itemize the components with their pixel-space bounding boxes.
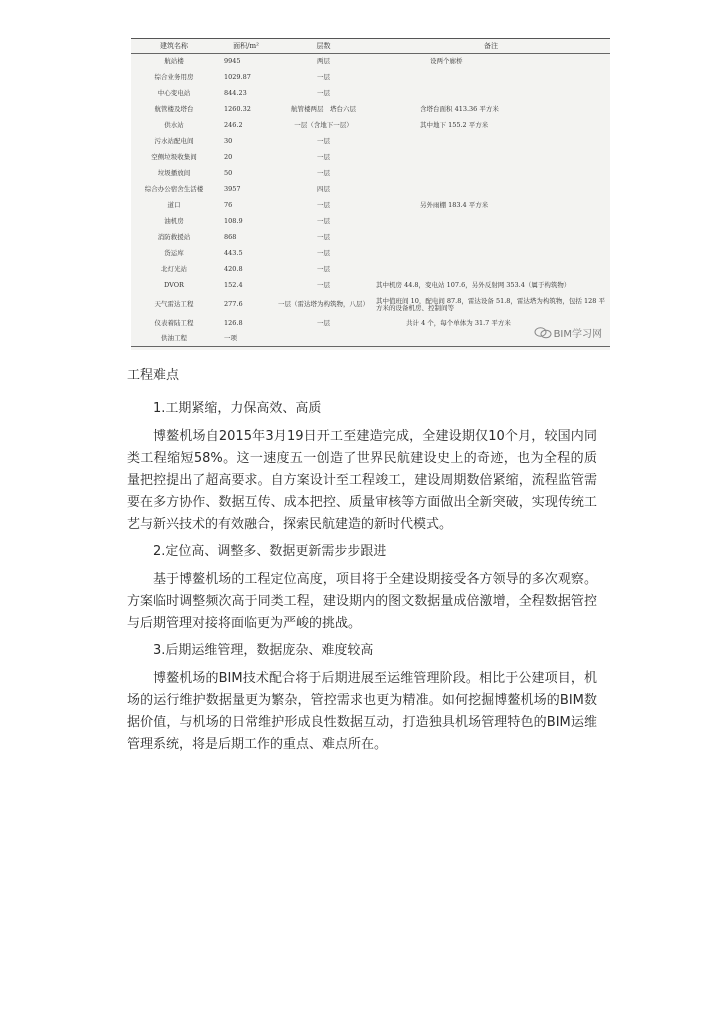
cell-area: 3957	[224, 185, 241, 194]
cell-area: 277.6	[224, 300, 243, 309]
cell-note: 设两个廊桥	[430, 57, 463, 66]
chat-bubble-icon	[534, 327, 552, 339]
cell-floors: 航管楼两层 塔台六层	[291, 105, 356, 114]
table-row	[131, 102, 610, 118]
cell-area: 868	[224, 233, 237, 242]
cell-name: 航管楼及塔台	[154, 105, 194, 114]
cell-floors: 一层	[317, 89, 330, 98]
cell-area: 246.2	[224, 121, 243, 130]
section-heading: 1.工期紧缩，力保高效、高质	[153, 401, 322, 416]
cell-note	[372, 70, 610, 86]
header-name: 建筑名称	[131, 39, 217, 54]
table-row	[131, 182, 610, 198]
table-row	[131, 230, 610, 246]
header-floors: 层数	[275, 39, 372, 54]
cell-note: 共计 4 个，每个单体为 31.7 平方米	[406, 319, 511, 328]
cell-name: 供油工程	[131, 332, 217, 347]
cell-floors: 一层（含地下一层）	[294, 121, 353, 130]
cell-note: 其中地下 155.2 平方米	[420, 121, 489, 130]
table-row	[131, 166, 610, 182]
cell-name: 污水站配电间	[154, 137, 194, 146]
cell-name: 道口	[167, 201, 181, 210]
cell-area: 152.4	[224, 281, 243, 290]
cell-floors: 一层	[317, 319, 330, 328]
cell-area: 76	[224, 201, 233, 210]
section-paragraph: 博鳌机场的BIM技术配合将于后期进展至运维管理阶段。相比于公建项目，机场的运行维护数据量更为繁杂，管控需求也更为精准。如何挖掘博鳌机场的BIM数据价值，与机场的日常维护形成良性数据互动，打造独具机场管理特色的BIM运维管理系统，将是后期工作的重点、难点所在。	[127, 671, 597, 752]
table-header-row	[131, 39, 610, 54]
cell-note: 其中机房 44.8，变电站 107.6，另外反射网 353.4（属于构筑物）	[376, 281, 571, 290]
table-row	[131, 150, 610, 166]
cell-name: 油机房	[164, 217, 184, 226]
cell-floors: 一层	[317, 201, 330, 210]
cell-area: 108.9	[224, 217, 243, 226]
cell-name: 航站楼	[164, 57, 184, 66]
cell-name: 综合办公宿舍生活楼	[144, 185, 204, 194]
cell-floors: 四层	[317, 185, 330, 194]
cell-name: 天气雷达工程	[154, 300, 194, 309]
cell-area: 一项	[217, 332, 275, 347]
header-note: 备注	[372, 39, 610, 54]
cell-area: 844.23	[224, 89, 247, 98]
section-heading: 2.定位高、调整多、数据更新需步步跟进	[153, 544, 387, 559]
cell-name: 消防救援站	[157, 233, 191, 242]
cell-floors: 一层	[317, 153, 330, 162]
cell-name: 货运库	[164, 249, 184, 258]
table-row	[131, 246, 610, 262]
section-title: 工程难点	[127, 368, 180, 383]
cell-area: 30	[224, 137, 233, 146]
cell-note	[372, 246, 610, 262]
cell-note	[372, 150, 610, 166]
cell-note	[372, 134, 610, 150]
table-row	[131, 198, 610, 214]
section-heading: 3.后期运维管理，数据庞杂、难度较高	[153, 643, 374, 658]
table-row	[131, 294, 610, 316]
building-table	[131, 38, 610, 347]
cell-floors	[275, 332, 372, 347]
cell-note	[372, 166, 610, 182]
cell-name: 北灯光站	[161, 265, 187, 274]
table-row	[131, 86, 610, 102]
cell-name: DVOR	[164, 281, 184, 290]
cell-floors: 一层	[317, 73, 330, 82]
cell-area: 443.5	[224, 249, 243, 258]
cell-name: 综合业务用房	[154, 73, 194, 82]
cell-name: 中心变电站	[157, 89, 191, 98]
watermark	[534, 325, 602, 340]
cell-floors: 一层	[317, 233, 330, 242]
table-row	[131, 118, 610, 134]
table-row	[131, 70, 610, 86]
section-paragraph: 基于博鳌机场的工程定位高度，项目将于全建设期接受各方领导的多次观察。方案临时调整频次高于同类工程，建设期内的图文数据量成倍激增，全程数据管控与后期管理对接将面临更为严峻的挑战。	[127, 572, 597, 631]
cell-name: 垃圾播放间	[157, 169, 191, 178]
table-row	[131, 262, 610, 278]
cell-note: 另外雨棚 183.4 平方米	[420, 201, 489, 210]
cell-name: 供水站	[164, 121, 184, 130]
cell-note	[372, 214, 610, 230]
cell-note: 其中值班间 10，配电间 87.8，雷达设备 51.8，雷达塔为构筑物，包括 128 平方米的设备机房、控制间等	[376, 296, 605, 312]
cell-area: 126.8	[224, 319, 243, 328]
table-row	[131, 214, 610, 230]
header-area: 面积/m²	[217, 39, 275, 54]
cell-area: 50	[224, 169, 233, 178]
cell-name: 空侧垃圾收集间	[151, 153, 197, 162]
table-row	[131, 134, 610, 150]
cell-floors: 一层（雷达塔为构筑物，八层）	[278, 300, 369, 309]
cell-area: 1260.32	[224, 105, 251, 114]
cell-floors: 一层	[317, 217, 330, 226]
table-row	[131, 54, 610, 71]
article-body	[127, 365, 597, 756]
cell-area: 9945	[224, 57, 241, 66]
cell-note	[372, 230, 610, 246]
cell-note	[372, 262, 610, 278]
cell-floors: 一层	[317, 137, 330, 146]
scanned-table-image	[131, 38, 610, 350]
watermark-text: BIM学习网	[553, 329, 602, 340]
cell-floors: 一层	[317, 281, 330, 290]
section-paragraph: 博鳌机场自2015年3月19日开工至建造完成，全建设期仅10个月，较国内同类工程缩短58%。这一速度五一创造了世界民航建设史上的奇迹，也为全程的质量把控提出了超高要求。自方案设计至工程竣工，建设周期数倍紧缩，流程监管需要在多方协作、数据互传、成本把控、质量审核等方面做出全新突破，实现传统工艺与新兴技术的有效融合，探索民航建造的新时代模式。	[127, 429, 597, 532]
cell-note: 含塔台面积 413.36 平方米	[420, 105, 499, 114]
cell-note	[372, 86, 610, 102]
cell-area: 1029.87	[224, 73, 251, 82]
cell-area: 420.8	[224, 265, 243, 274]
cell-floors: 一层	[317, 169, 330, 178]
cell-floors: 两层	[317, 57, 330, 66]
cell-area: 20	[224, 153, 233, 162]
table-row	[131, 278, 610, 294]
cell-floors: 一层	[317, 265, 330, 274]
cell-name: 仪表着陆工程	[154, 319, 194, 328]
cell-note	[372, 182, 610, 198]
cell-floors: 一层	[317, 249, 330, 258]
